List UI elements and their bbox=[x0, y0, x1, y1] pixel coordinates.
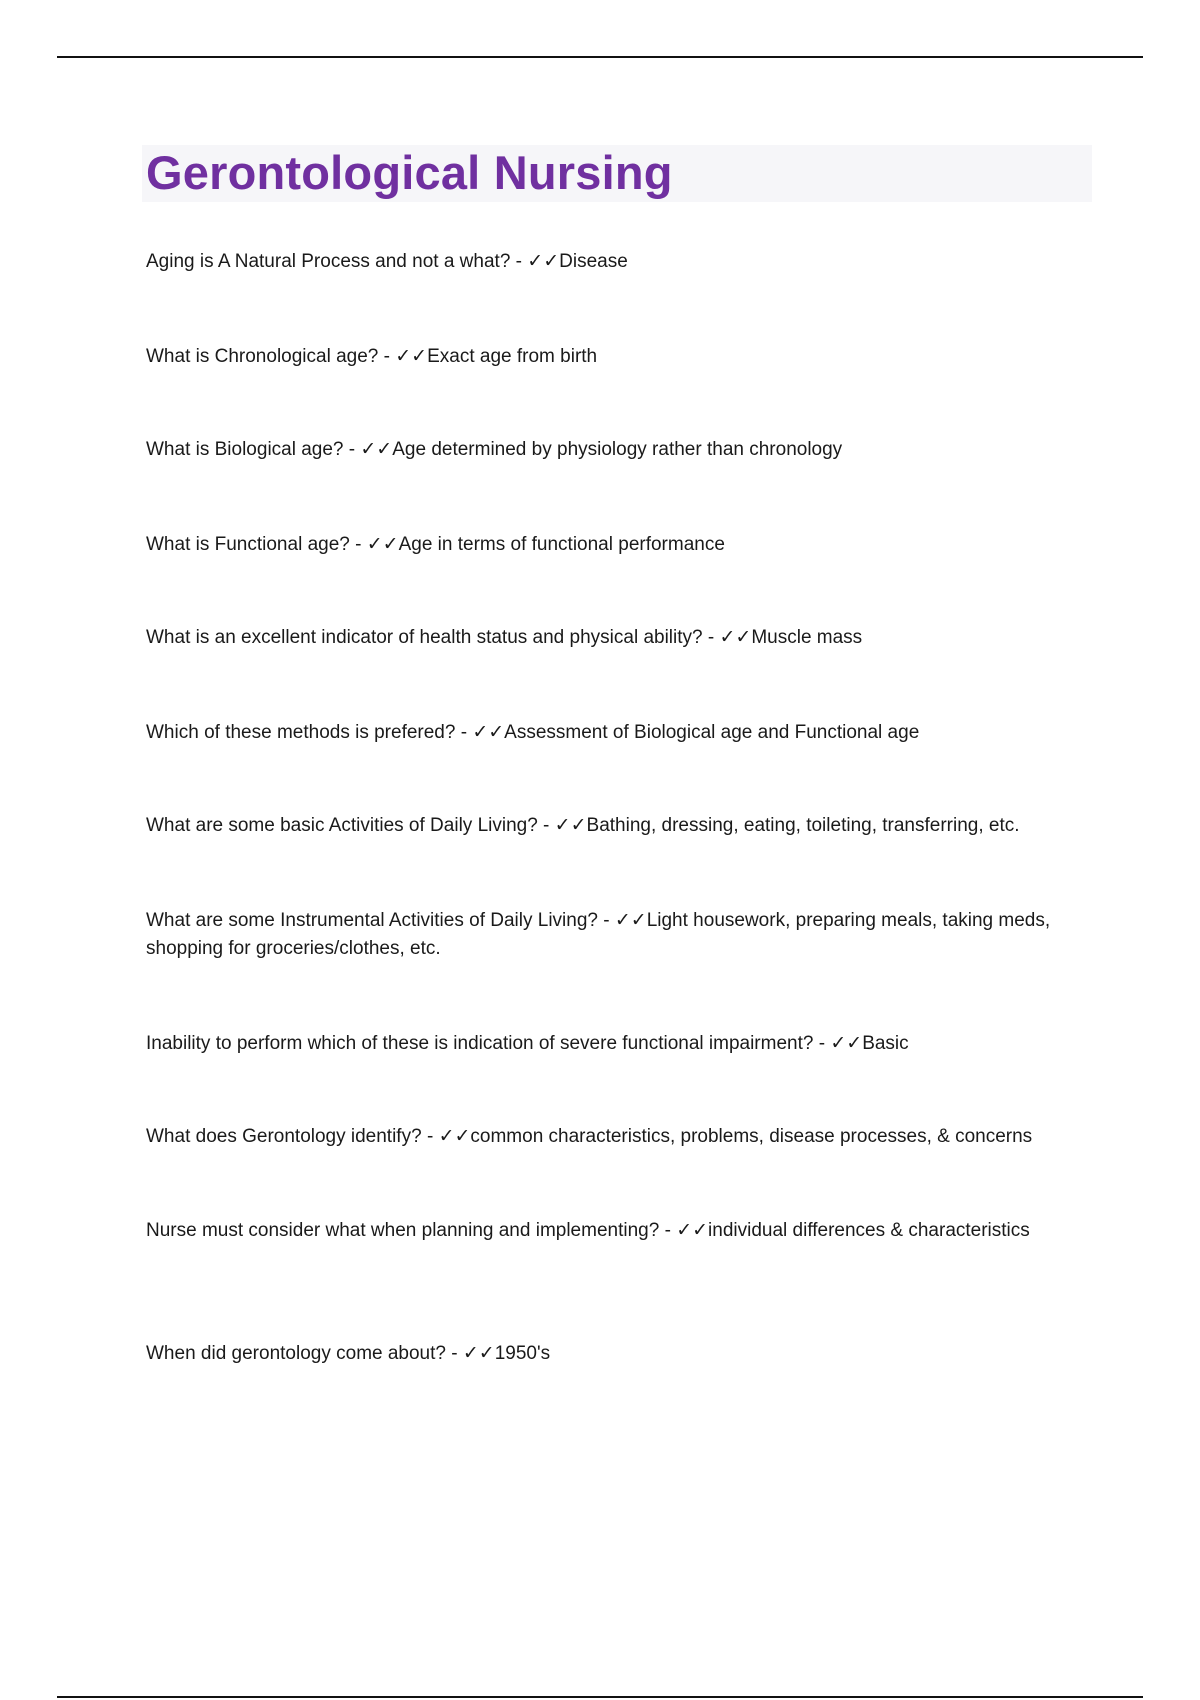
answer-text: Disease bbox=[559, 251, 628, 272]
answer-text: individual differences & characteristics bbox=[708, 1220, 1030, 1241]
answer-text: Age determined by physiology rather than chronology bbox=[392, 439, 843, 460]
question-text: Nurse must consider what when planning and implementing? bbox=[146, 1220, 660, 1241]
top-rule bbox=[57, 56, 1143, 58]
double-check-icon: ✓✓ bbox=[527, 250, 560, 272]
qa-item bbox=[146, 1122, 1096, 1151]
question-text: What is Functional age? bbox=[146, 534, 350, 555]
answer-text: Basic bbox=[862, 1033, 909, 1054]
answer-text: Light housework, preparing meals, taking meds, shopping for groceries/clothes, etc. bbox=[146, 910, 1051, 959]
separator: - bbox=[537, 815, 555, 836]
separator: - bbox=[421, 1126, 439, 1147]
double-check-icon: ✓✓ bbox=[830, 1032, 863, 1054]
separator: - bbox=[813, 1033, 831, 1054]
answer-text: Bathing, dressing, eating, toileting, transferring, etc. bbox=[586, 815, 1020, 836]
question-text: What is an excellent indicator of health status and physical ability? bbox=[146, 627, 703, 648]
question-text: When did gerontology come about? bbox=[146, 1343, 446, 1364]
qa-item bbox=[146, 530, 1096, 559]
double-check-icon: ✓✓ bbox=[472, 721, 505, 743]
question-text: Aging is A Natural Process and not a what? bbox=[146, 251, 511, 272]
separator: - bbox=[455, 722, 473, 743]
separator: - bbox=[659, 1220, 677, 1241]
answer-text: 1950's bbox=[494, 1343, 551, 1364]
qa-item bbox=[146, 718, 1096, 747]
qa-item bbox=[146, 1216, 1096, 1245]
separator: - bbox=[343, 439, 361, 460]
separator: - bbox=[349, 534, 367, 555]
answer-text: Exact age from birth bbox=[427, 346, 598, 367]
qa-item bbox=[146, 247, 1096, 276]
question-text: Which of these methods is prefered? bbox=[146, 722, 456, 743]
qa-item bbox=[146, 906, 1096, 963]
separator: - bbox=[378, 346, 396, 367]
double-check-icon: ✓✓ bbox=[676, 1219, 709, 1241]
qa-item bbox=[146, 342, 1096, 371]
answer-text: common characteristics, problems, disease processes, & concerns bbox=[470, 1126, 1033, 1147]
question-text: What does Gerontology identify? bbox=[146, 1126, 422, 1147]
double-check-icon: ✓✓ bbox=[395, 345, 428, 367]
separator: - bbox=[445, 1343, 463, 1364]
answer-text: Age in terms of functional performance bbox=[398, 534, 725, 555]
separator: - bbox=[702, 627, 720, 648]
qa-item bbox=[146, 435, 1096, 464]
double-check-icon: ✓✓ bbox=[614, 909, 647, 931]
double-check-icon: ✓✓ bbox=[462, 1342, 495, 1364]
qa-item bbox=[146, 1339, 1096, 1368]
qa-item bbox=[146, 811, 1096, 840]
separator: - bbox=[597, 910, 615, 931]
double-check-icon: ✓✓ bbox=[360, 438, 393, 460]
double-check-icon: ✓✓ bbox=[719, 626, 752, 648]
question-text: What is Biological age? bbox=[146, 439, 344, 460]
answer-text: Muscle mass bbox=[751, 627, 863, 648]
answer-text: Assessment of Biological age and Functional age bbox=[504, 722, 920, 743]
question-text: Inability to perform which of these is indication of severe functional impairment? bbox=[146, 1033, 814, 1054]
qa-item bbox=[146, 1029, 1096, 1058]
question-text: What are some basic Activities of Daily Living? bbox=[146, 815, 538, 836]
double-check-icon: ✓✓ bbox=[438, 1125, 471, 1147]
question-text: What are some Instrumental Activities of Daily Living? bbox=[146, 910, 598, 931]
question-text: What is Chronological age? bbox=[146, 346, 379, 367]
double-check-icon: ✓✓ bbox=[366, 533, 399, 555]
double-check-icon: ✓✓ bbox=[554, 814, 587, 836]
qa-item bbox=[146, 623, 1096, 652]
separator: - bbox=[510, 251, 528, 272]
bottom-rule bbox=[57, 1696, 1143, 1698]
document-title: Gerontological Nursing bbox=[146, 146, 673, 199]
